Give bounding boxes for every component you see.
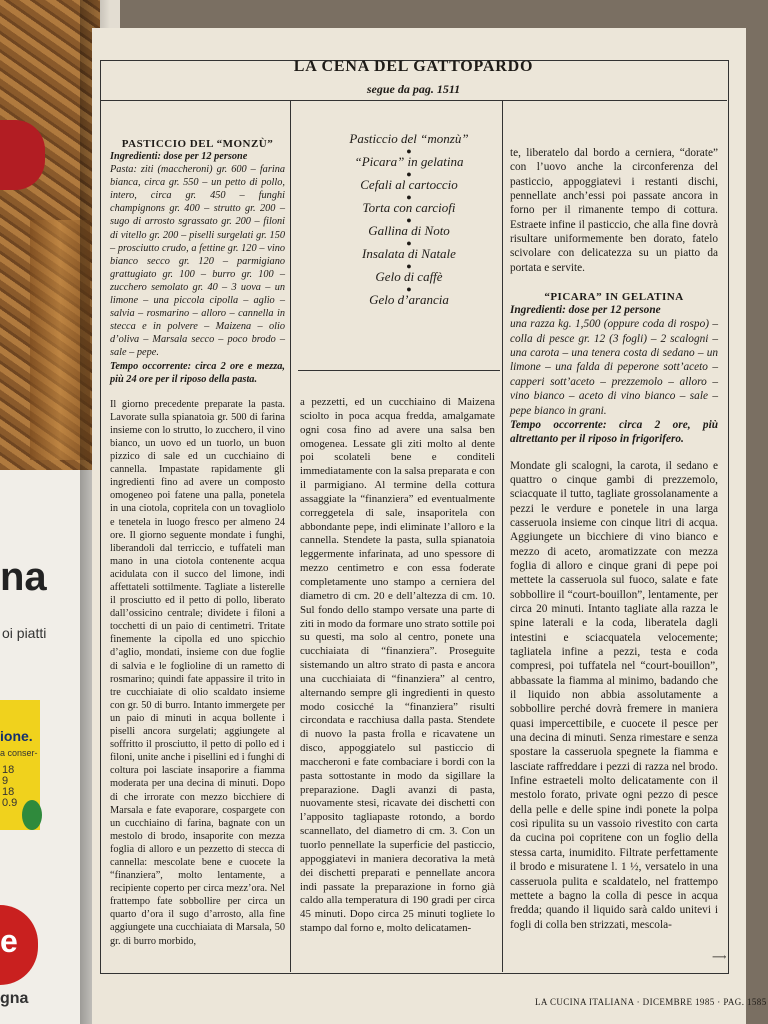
menu-item: Gelo d’arancia bbox=[369, 292, 449, 307]
ingredients-list: una razza kg. 1,500 (oppure coda di rospo) – colla di pesce gr. 12 (3 fogli) – 2 scalogni – una carota – una tenera costa di sedano – un limone – una falda di peperone sott’aceto – capperi sott’aceto – prezzemolo – alloro – vino bianco – aceto di vino bianco – sale – pepe bianco in grani. bbox=[510, 318, 718, 417]
recipe-body: a pezzetti, ed un cucchiaino di Maizena sciolto in poca acqua fredda, amalgamate ogni cosa fino ad avere una salsa ben omogenea. Lessate gli ziti molto al dente poi scolateli bene e conditeli immediatamente con la salsa preparata e con il parmigiano. Al termine della cottura assaggiate la “finanziera” ed eventualmente correggetela di sale, insaporitela con abbondante pepe, indi eliminate l’alloro e la cannella. Stendete la pasta, sulla spianatoia leggermente infarinata, ad uno spessore di mezzo centimetro e con essa foderate completamente uno stampo a cerniera del diametro di cm. 20 e dell’altezza di cm. 10. Sul fondo dello stampo versate una parte di ziti in modo da formare uno strato sottile poi su questi, ma solo al centro, ponete una cucchiaiata di “finanziera”. Proseguite sistemando un altro strato di pasta e ancora una cucchiaiata di “finanziera” al centro, alternando sempre gli ingredienti in questo modo cosicché la “finanziera” risulti circondata e racchiusa dalla pasta. Stendete di nuovo la pasta frolla e ricavatene un disco, appoggiatelo sul pasticcio di maccheroni e fate combaciare i bordi con la pasta sottostante in modo da sigillare la preparazione. Dagli avanzi di pasta, nuovamente stesi, ricavate dei dischetti con l’apposito tagliapaste rotondo, a bordo scannellato, del diametro di cm. 3. Con un tuorlo pennellate la superficie del pasticcio, appoggiatevi in maniera decorativa la metà dei dischetti preparati e pennellate ancora indi passate la preparazione in forno già caldo alla temperatura di 190 gradi per circa 45 minuti. Dopo circa 25 minuti togliete lo stampo dal forno e, molto delicatamen- bbox=[300, 396, 495, 935]
ad-footer: gna bbox=[0, 990, 29, 1007]
recipe-body: Mondate gli scalogni, la carota, il sedano e quattro o cinque gambi di prezzemolo, sciacquate il tutto, tagliate grossolanamente a pezzi le verdure e ponetele in una larga casseruola insieme con cinque litri di acqua. Aggiungete un bicchiere di vino bianco e mezzo di aceto, aromatizzate con mezza foglia di alloro e cinque grani di pepe poi mettete la casseruola sul fuoco, salate e fate sobbollire il “court-bouillon”, lentamente, per circa 20 minuti. Intanto tagliate alla razza le spine laterali e la coda, liberatela dagli intestini e sciacquatela velocemente; tagliatela infine a pezzi, testa e coda compresi, poi tuffatela nel “court-bouillon”, abbassate la fiamma al minimo, badando che il liquido non abbia assolutamente a sobbollire perché dovrà fremere in maniera quasi impercettibile, e cuocete il pesce per una decina di minuti. Senza rimestare e senza spostare la casseruola spegnete la fiamma e lasciate raffreddare i pezzi di razza nel brodo. Infine estraeteli molto delicatamente con il mestolo forato, private ogni pezzo di pesce della pelle e delle spine indi ponete la polpa così ripulita su un vassoio rivestito con carta da cucina poi copritene con un foglio della stessa carta, inumidito. Filtrate perfettamente il brodo e misuratene l. 1 ½, versatelo in una casseruola pulita e scaldatelo, nel frattempo mettete a bagno la colla di pesce in acqua fredda; quando il liquido sarà caldo unitevi i fogli di colla ben strizzati, mescola- bbox=[510, 459, 718, 931]
separator-dot-icon: ● bbox=[406, 146, 412, 156]
recipe-body-continued: te, liberatelo dal bordo a cerniera, “dorate” con l’uovo anche la circonferenza del pasticcio, appoggiatevi i restanti dischi, pennellate anch’essi poi passate ancora in forno per il rimanente tempo di cottura. Estraete infine il pasticcio, che alla fine dovrà risultare uniformemente ben dorato, fatelo scivolare con delicatezza su un piatto da portata e servite. bbox=[510, 147, 718, 274]
ad-number: 0.9 bbox=[2, 797, 18, 809]
column-1 bbox=[110, 138, 285, 948]
column-3 bbox=[510, 146, 718, 932]
menu-item: “Picara” in gelatina bbox=[354, 154, 464, 169]
menu-item: Gallina di Noto bbox=[368, 223, 450, 238]
ad-numbers bbox=[2, 765, 22, 809]
menu-item: Cefali al cartoccio bbox=[360, 177, 458, 192]
ingredients-list: Pasta: ziti (maccheroni) gr. 600 – farina bianca, circa gr. 550 – un petto di pollo, intero, circa gr. 450 – funghi champignons gr. 400 – strutto gr. 200 – sugo di arrosto sgrassato gr. 200 – filoni di vitello gr. 200 – piselli surgelati gr. 150 – prosciutto crudo, a fettine gr. 120 – vino bianco secco gr. 120 – parmigiano grattugiato gr. 100 – burro gr. 100 – zucchero semolato gr. 40 – 3 uova – un limone – una piccola cipolla – aglio – salvia – rosmarino – alloro – cannella in stecca e in polvere – Maizena – olio d’oliva – Marsala secco – poco brodo – sale – pepe. bbox=[110, 164, 285, 359]
menu-item: Pasticcio del “monzù” bbox=[349, 131, 469, 146]
recipe-heading: PASTICCIO DEL “MONZÙ” bbox=[121, 138, 274, 150]
ad-number: 18 bbox=[2, 764, 15, 776]
article-title: LA CENA DEL GATTOPARDO bbox=[293, 58, 534, 75]
menu-item: Gelo di caffè bbox=[375, 269, 443, 284]
preparation-time: Tempo occorrente: circa 2 ore, più altrettanto per il riposo in frigorifero. bbox=[510, 418, 718, 446]
continued-from: segue da pag. 1511 bbox=[366, 82, 461, 96]
ad-red-glyph: e bbox=[0, 923, 18, 959]
page-footer: LA CUCINA ITALIANA · DICEMBRE 1985 · PAG. 1585 bbox=[535, 997, 767, 1007]
separator-dot-icon: ● bbox=[406, 192, 412, 202]
menu-item: Torta con carciofi bbox=[362, 200, 456, 215]
column-2 bbox=[300, 396, 495, 936]
ad-box-small: a conser- bbox=[0, 748, 38, 758]
separator-dot-icon: ● bbox=[406, 215, 412, 225]
menu-list bbox=[298, 132, 520, 316]
ad-number: 9 bbox=[2, 775, 9, 787]
ad-box-title: ione. bbox=[0, 728, 33, 744]
ingredients-label: Ingredienti: dose per 12 persone bbox=[510, 304, 661, 317]
ingredients-label: Ingredienti: dose per 12 persone bbox=[110, 151, 248, 162]
column-rule bbox=[290, 101, 291, 972]
ad-headline: na bbox=[0, 555, 47, 599]
separator-dot-icon: ● bbox=[406, 261, 412, 271]
menu-rule bbox=[298, 370, 500, 371]
continue-arrow-icon: ⟶ bbox=[712, 952, 727, 963]
separator-dot-icon: ● bbox=[406, 169, 412, 179]
recipe-heading: “PICARA” IN GELATINA bbox=[544, 291, 684, 304]
ad-number: 18 bbox=[2, 786, 15, 798]
separator-dot-icon: ● bbox=[406, 284, 412, 294]
preparation-time: Tempo occorrente: circa 2 ore e mezza, più 24 ore per il riposo della pasta. bbox=[110, 360, 285, 385]
leaf-logo-icon bbox=[22, 800, 42, 830]
separator-dot-icon: ● bbox=[406, 238, 412, 248]
ad-subline: oi piatti bbox=[2, 625, 47, 641]
menu-item: Insalata di Natale bbox=[362, 246, 456, 261]
recipe-body: Il giorno precedente preparate la pasta. Lavorate sulla spianatoia gr. 500 di farina insieme con lo strutto, lo zucchero, il vino bianco, un uovo ed un tuorlo, un buon pizzico di sale ed un cucchiaino di cannella. Impastate rapidamente gli ingredienti fino ad avere un composto omogeneo poi fatene una palla, ponetela in una ciotola, copritela con un tovagliolo e tenetela in luogo fresco per almeno 24 ore. Il giorno seguente mondate i funghi, liberandoli dal terriccio, e tuffateli man mano in una ciotola contenente acqua acidulata con il succo del limone, indi affettateli sottilmente. Tagliate a listerelle il prosciutto ed il petto di pollo, liberato dall’ossicino centrale; dividete i filoni a tocchetti di un paio di centimetri. Tritate finemente la cipolla ed uno spicchio d’aglio, mondati, insieme con due foglie di salvia e le foglioline di un rametto di rosmarino; quindi fate appassire il trito in tre cucchiaiate di olio scaldato insieme con gr. 50 di burro. Intanto immergete per un paio di minuti in acqua bollente i piselli ancora surgelati; aggiungete al soffritto il prosciutto, il petto di pollo ed i filoni, unite anche i pisellini ed i funghi di coltura poi lasciate insaporire a fiamma moderata per una decina di minuti. Dopo di che irrorate con mezzo bicchiere di Marsala e fate evaporare, cospargete con un cucchiaino di farina, bagnate con un mestolo di brodo, insaporite con mezza foglia di alloro e un pezzetto di stecca di cannella: mescolate bene e cuocete la “finanziera”, molto lentamente, a recipiente coperto per circa mezz’ora. Nel frattempo fate sobbollire per circa un quarto d’ora il sugo d’arrosto, alla fine aggiungete una cucchiaiata di Marsala, 50 gr. di burro morbido, bbox=[110, 398, 285, 947]
title-rule bbox=[100, 100, 727, 101]
